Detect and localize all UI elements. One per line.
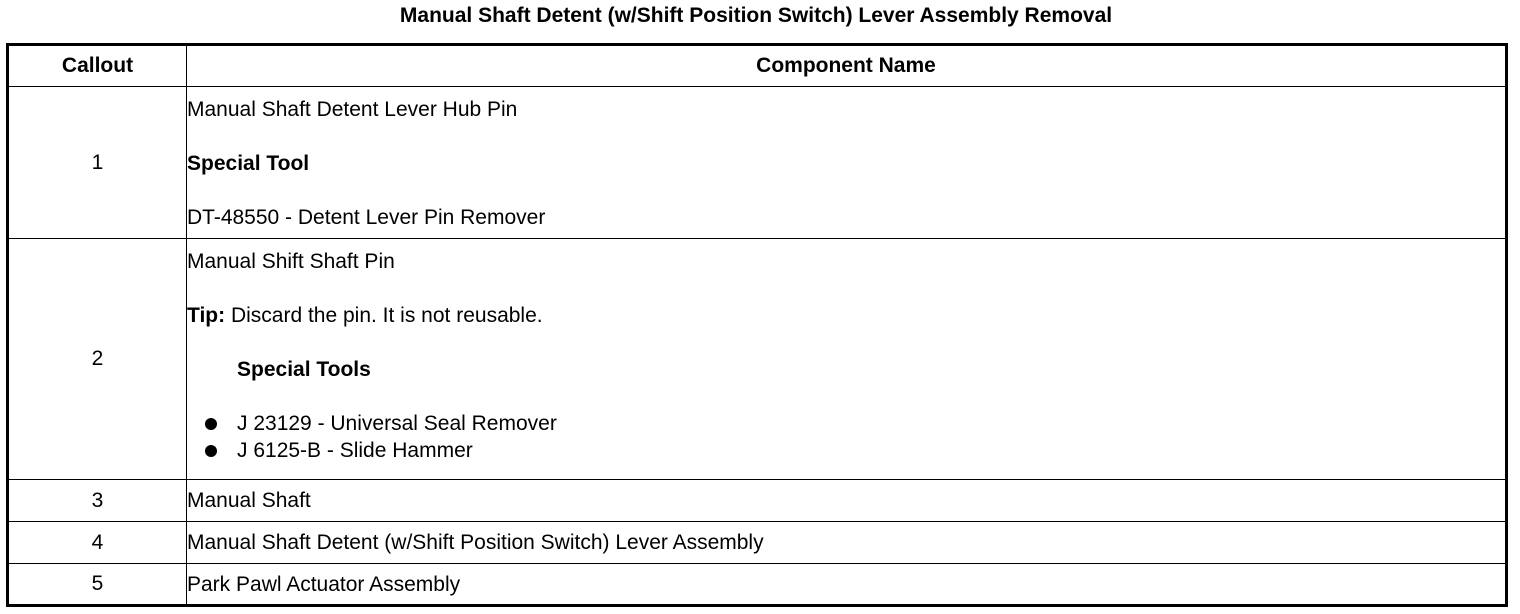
callout-cell: 3: [8, 480, 187, 522]
special-tool-heading: Special Tool: [187, 152, 310, 175]
component-cell: [187, 87, 1507, 239]
tool-item: J 6125-B - Slide Hammer: [237, 439, 473, 462]
component-cell: [187, 564, 1507, 606]
component-cell: [187, 239, 1507, 480]
tip-label: Tip:: [187, 304, 226, 327]
special-tool-item: DT-48550 - Detent Lever Pin Remover: [187, 206, 546, 229]
component-table: [6, 43, 1508, 607]
callout-cell: 1: [8, 87, 187, 239]
component-cell: [187, 522, 1507, 564]
list-item: [187, 410, 1505, 437]
table-row: [8, 522, 1507, 564]
table-row: [8, 239, 1507, 480]
bullet-icon: [205, 418, 217, 430]
component-name: Manual Shift Shaft Pin: [187, 250, 395, 273]
component-name: Manual Shaft Detent Lever Hub Pin: [187, 98, 518, 121]
callout-cell: 4: [8, 522, 187, 564]
list-item: [187, 437, 1505, 464]
component-cell: [187, 480, 1507, 522]
tip-line: [187, 302, 1505, 329]
header-row: [8, 45, 1507, 87]
table-row: [8, 87, 1507, 239]
component-name-header: Component Name: [187, 45, 1507, 87]
callout-cell: 5: [8, 564, 187, 606]
callout-cell: 2: [8, 239, 187, 480]
table-row: [8, 480, 1507, 522]
table-row: [8, 564, 1507, 606]
callout-header: Callout: [8, 45, 187, 87]
component-name: Manual Shaft Detent (w/Shift Position Switch) Lever Assembly: [187, 531, 764, 554]
bullet-icon: [205, 445, 217, 457]
tip-text: Discard the pin. It is not reusable.: [225, 304, 543, 327]
tool-item: J 23129 - Universal Seal Remover: [237, 412, 557, 435]
page-title: Manual Shaft Detent (w/Shift Position Switch) Lever Assembly Removal: [399, 4, 1113, 27]
special-tools-heading: Special Tools: [237, 358, 371, 381]
component-name: Park Pawl Actuator Assembly: [187, 572, 461, 596]
component-name: Manual Shaft: [187, 489, 311, 512]
